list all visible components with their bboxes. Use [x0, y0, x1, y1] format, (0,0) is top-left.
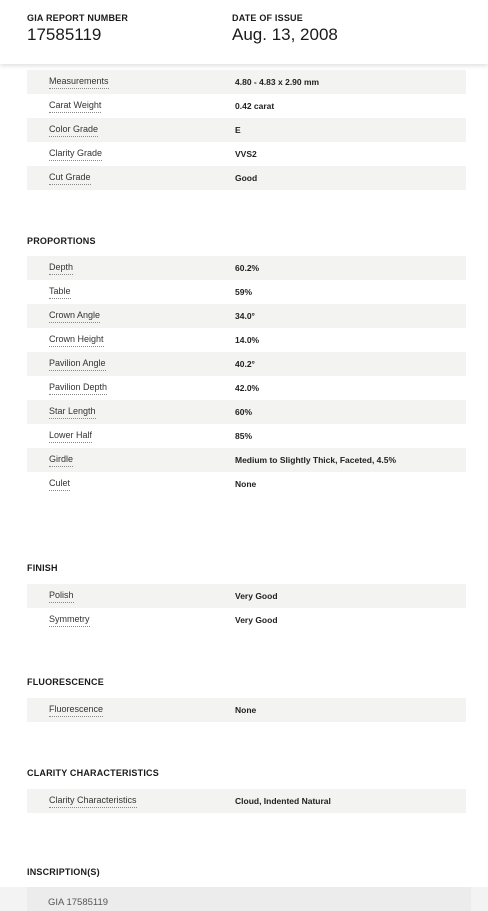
row-value: 42.0% [235, 383, 260, 393]
clarity-characteristics-row [27, 789, 466, 813]
inscription-value: GIA 17585119 [48, 897, 109, 908]
fluorescence-title: FLUORESCENCE [27, 677, 104, 687]
row-label[interactable]: Culet [49, 478, 70, 491]
proportions-row-star-length [27, 400, 466, 424]
row-label[interactable]: Polish [49, 590, 74, 603]
row-label[interactable]: Carat Weight [49, 100, 101, 113]
grading-row-cut-grade [27, 166, 466, 190]
row-label[interactable]: Measurements [49, 76, 109, 89]
row-value: Medium to Slightly Thick, Faceted, 4.5% [235, 455, 397, 465]
row-value: None [235, 479, 257, 489]
finish-row-polish [27, 584, 466, 608]
grading-row-clarity-grade [27, 142, 466, 166]
grading-row-color-grade [27, 118, 466, 142]
proportions-row-girdle [27, 448, 466, 472]
proportions-title: PROPORTIONS [27, 236, 96, 246]
report-number-label: GIA REPORT NUMBER [27, 13, 129, 23]
grading-row-carat-weight [27, 94, 466, 118]
row-label[interactable]: Clarity Characteristics [49, 795, 137, 808]
report-header [0, 0, 488, 64]
inscription-row [27, 887, 471, 911]
date-of-issue-block [232, 13, 338, 45]
row-label[interactable]: Clarity Grade [49, 148, 102, 161]
row-value: 14.0% [235, 335, 260, 345]
row-value: Cloud, Indented Natural [235, 796, 331, 806]
finish-row-symmetry [27, 608, 466, 632]
row-label[interactable]: Table [49, 286, 71, 299]
row-value: None [235, 705, 257, 715]
row-value: 85% [235, 431, 253, 441]
row-label[interactable]: Pavilion Angle [49, 358, 106, 371]
report-number-block [27, 13, 128, 45]
proportions-row-lower-half [27, 424, 466, 448]
row-label[interactable]: Depth [49, 262, 73, 275]
proportions-row-depth [27, 256, 466, 280]
row-value: 0.42 carat [235, 101, 275, 111]
proportions-row-culet [27, 472, 466, 496]
proportions-row-pavilion-angle [27, 352, 466, 376]
row-value: 40.2° [235, 359, 255, 369]
row-value: 60% [235, 407, 253, 417]
proportions-row-crown-height [27, 328, 466, 352]
report-number-value: 17585119 [27, 25, 102, 44]
date-of-issue-label: DATE OF ISSUE [232, 13, 303, 23]
inscription-title: INSCRIPTION(S) [27, 867, 100, 877]
row-label[interactable]: Crown Height [49, 334, 104, 347]
proportions-row-pavilion-depth [27, 376, 466, 400]
row-label[interactable]: Star Length [49, 406, 96, 419]
row-value: 34.0° [235, 311, 255, 321]
row-label[interactable]: Lower Half [49, 430, 92, 443]
row-value: 4.80 - 4.83 x 2.90 mm [235, 77, 320, 87]
proportions-row-crown-angle [27, 304, 466, 328]
row-value: 59% [235, 287, 253, 297]
finish-title: FINISH [27, 563, 58, 573]
row-value: E [235, 125, 241, 135]
date-of-issue-value: Aug. 13, 2008 [232, 25, 338, 44]
row-value: 60.2% [235, 263, 260, 273]
row-label[interactable]: Color Grade [49, 124, 98, 137]
inscription-bar [0, 887, 488, 911]
row-value: VVS2 [235, 149, 257, 159]
row-value: Very Good [235, 615, 278, 625]
row-label[interactable]: Girdle [49, 454, 73, 467]
row-label[interactable]: Cut Grade [49, 172, 91, 185]
row-value: Very Good [235, 591, 278, 601]
proportions-row-table [27, 280, 466, 304]
row-label[interactable]: Fluorescence [49, 704, 103, 717]
row-label[interactable]: Crown Angle [49, 310, 100, 323]
fluorescence-row [27, 698, 466, 722]
clarity-characteristics-title: CLARITY CHARACTERISTICS [27, 768, 159, 778]
grading-row-measurements [27, 70, 466, 94]
row-value: Good [235, 173, 258, 183]
row-label[interactable]: Pavilion Depth [49, 382, 107, 395]
row-label[interactable]: Symmetry [49, 614, 90, 627]
